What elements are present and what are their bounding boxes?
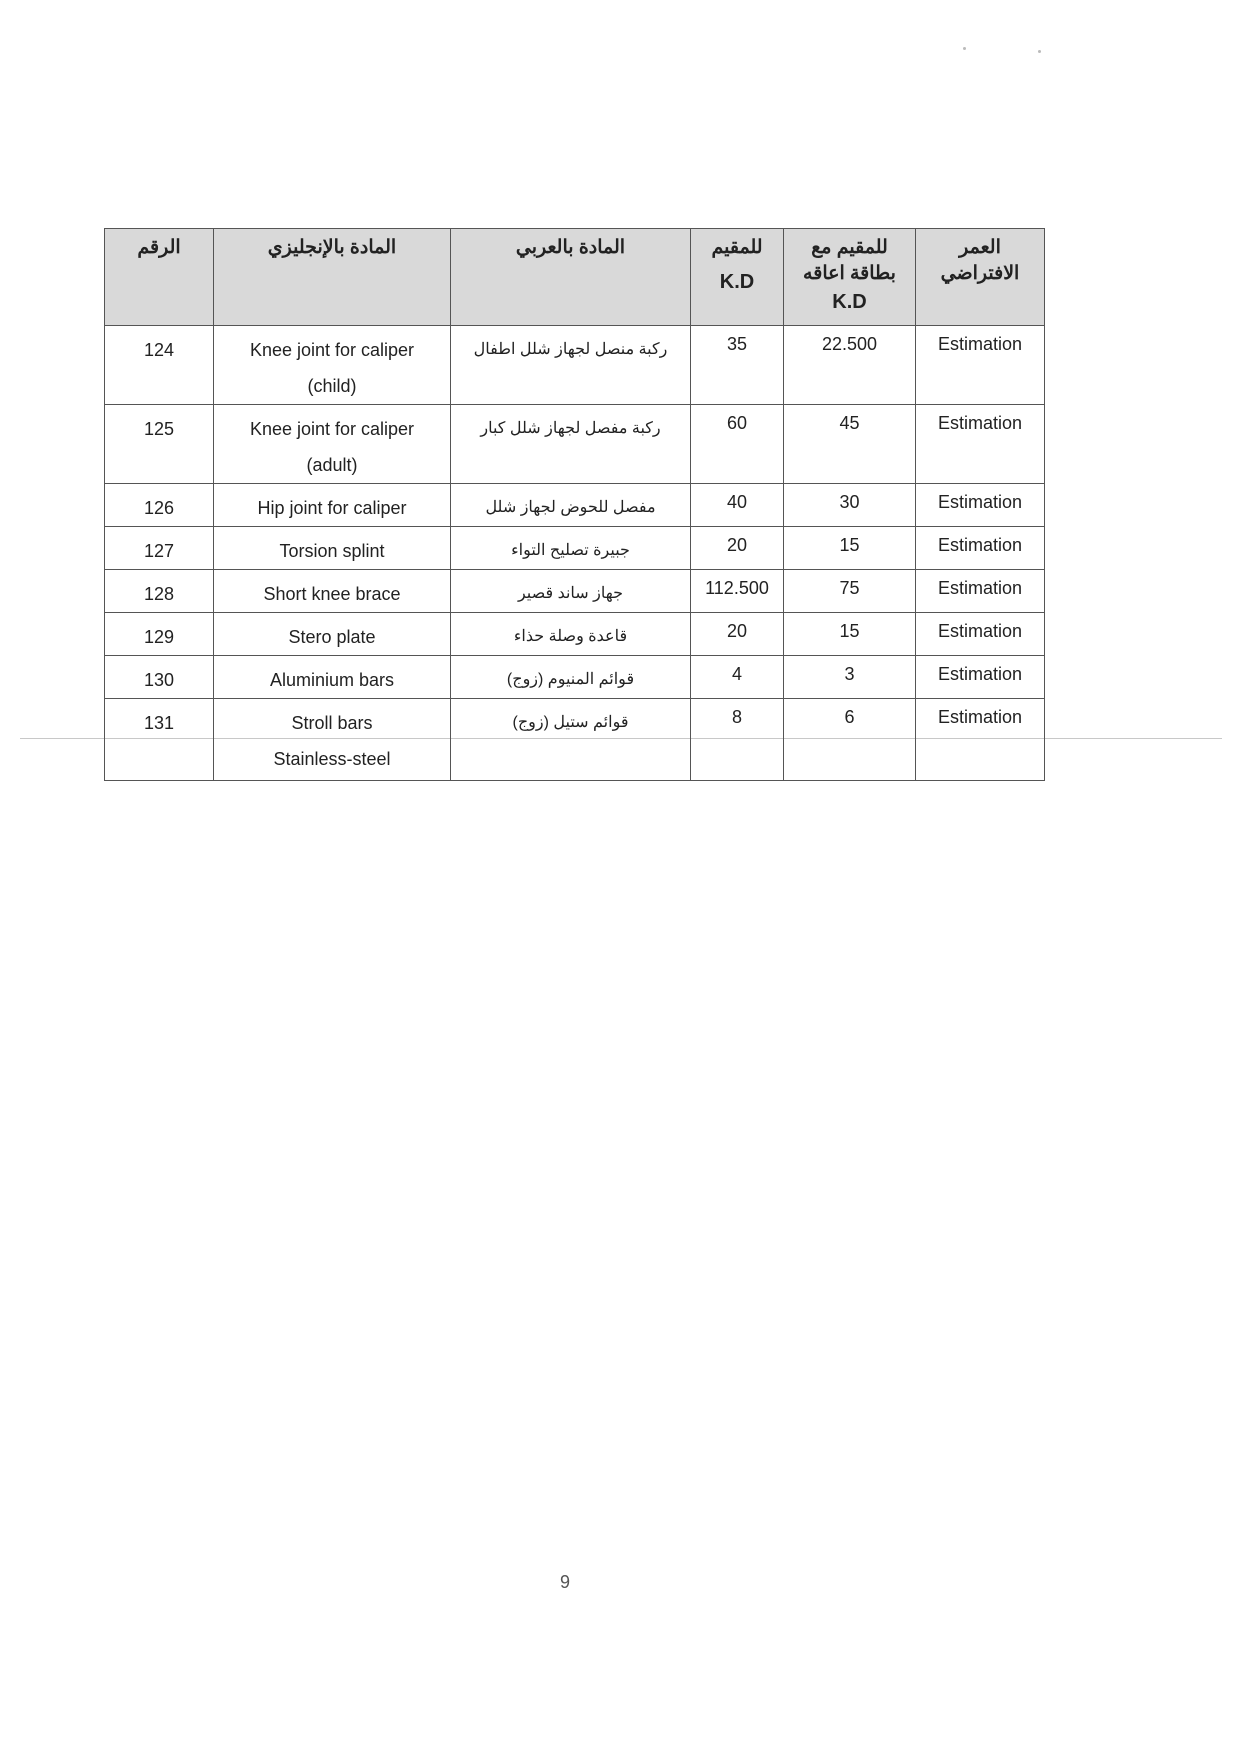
cell-number-text: 124 bbox=[143, 340, 175, 360]
header-resident bbox=[691, 229, 784, 326]
table-row bbox=[105, 613, 1045, 656]
header-arabic: المادة بالعربي bbox=[451, 229, 691, 326]
cell-lifespan bbox=[916, 570, 1045, 613]
cell-resident-card bbox=[784, 613, 916, 656]
header-lifespan: العمر الافتراضي bbox=[916, 229, 1045, 326]
cell-lifespan-text: Estimation bbox=[937, 578, 1023, 598]
cell-english-text: Hip joint for caliper bbox=[257, 498, 407, 518]
cell-resident bbox=[691, 699, 784, 781]
header-resident-card-label: للمقيم مع بطاقة اعاقه bbox=[803, 237, 896, 284]
cell-lifespan-text: Estimation bbox=[937, 535, 1023, 555]
cell-resident-card bbox=[784, 656, 916, 699]
table-row bbox=[105, 656, 1045, 699]
header-number: الرقم bbox=[105, 229, 214, 326]
table-row bbox=[105, 484, 1045, 527]
scan-speck bbox=[1038, 50, 1041, 53]
cell-resident-card bbox=[784, 484, 916, 527]
cell-number bbox=[105, 527, 214, 570]
cell-lifespan-text: Estimation bbox=[937, 664, 1023, 684]
cell-arabic bbox=[451, 570, 691, 613]
cell-resident bbox=[691, 613, 784, 656]
cell-resident-card bbox=[784, 699, 916, 781]
cell-arabic bbox=[451, 527, 691, 570]
cell-lifespan-text: Estimation bbox=[937, 413, 1023, 433]
cell-resident-text: 40 bbox=[726, 492, 748, 512]
cell-number-text: 127 bbox=[143, 541, 175, 561]
header-resident-card bbox=[784, 229, 916, 326]
cell-arabic bbox=[451, 405, 691, 484]
cell-arabic bbox=[451, 326, 691, 405]
cell-number bbox=[105, 326, 214, 405]
cell-arabic bbox=[451, 613, 691, 656]
cell-lifespan-text: Estimation bbox=[937, 334, 1023, 354]
cell-resident-card bbox=[784, 527, 916, 570]
cell-resident-card-text: 3 bbox=[844, 664, 855, 684]
table-row bbox=[105, 326, 1045, 405]
cell-lifespan-text: Estimation bbox=[937, 492, 1023, 512]
cell-number-text: 130 bbox=[143, 670, 175, 690]
cell-number bbox=[105, 699, 214, 781]
cell-lifespan bbox=[916, 405, 1045, 484]
cell-arabic bbox=[451, 699, 691, 781]
cell-resident-card-text: 6 bbox=[844, 707, 855, 727]
cell-number-text: 125 bbox=[143, 419, 175, 439]
table-row bbox=[105, 527, 1045, 570]
cell-lifespan bbox=[916, 527, 1045, 570]
cell-resident-card-text: 15 bbox=[839, 535, 860, 555]
cell-resident-card-text: 75 bbox=[839, 578, 860, 598]
cell-arabic-text: قاعدة وصلة حذاء bbox=[513, 628, 628, 645]
cell-resident bbox=[691, 527, 784, 570]
cell-resident-text: 35 bbox=[726, 334, 748, 354]
table-row bbox=[105, 570, 1045, 613]
cell-english bbox=[214, 613, 451, 656]
cell-english-text: Stroll bars bbox=[291, 713, 373, 733]
cell-resident-text: 20 bbox=[726, 621, 748, 641]
cell-resident bbox=[691, 484, 784, 527]
cell-resident-text: 20 bbox=[726, 535, 748, 555]
cell-resident bbox=[691, 570, 784, 613]
cell-number bbox=[105, 613, 214, 656]
cell-number-text: 131 bbox=[143, 713, 175, 733]
cell-arabic-text: ركبة منصل لجهاز شلل اطفال bbox=[473, 341, 668, 358]
cell-english-line2: Stainless-steel bbox=[273, 749, 391, 769]
cell-lifespan bbox=[916, 326, 1045, 405]
cell-english-text: Knee joint for caliper bbox=[249, 340, 415, 360]
cell-english-text: Short knee brace bbox=[263, 584, 401, 604]
cell-arabic-text: ركبة مفصل لجهاز شلل كبار bbox=[480, 420, 661, 437]
cell-resident-text: 8 bbox=[731, 707, 742, 727]
cell-resident-card-text: 30 bbox=[839, 492, 860, 512]
table-header-row bbox=[105, 229, 1045, 326]
cell-arabic-text: جبيرة تصليح التواء bbox=[511, 542, 630, 559]
table-row bbox=[105, 699, 1045, 781]
cell-resident-text: 112.500 bbox=[705, 578, 769, 598]
header-resident-unit: K.D bbox=[719, 271, 755, 293]
cell-arabic bbox=[451, 656, 691, 699]
price-table bbox=[104, 228, 1045, 781]
cell-lifespan bbox=[916, 656, 1045, 699]
cell-resident bbox=[691, 326, 784, 405]
cell-english-text: Stero plate bbox=[288, 627, 376, 647]
cell-english bbox=[214, 527, 451, 570]
header-resident-card-unit: K.D bbox=[832, 291, 867, 313]
cell-lifespan bbox=[916, 699, 1045, 781]
cell-resident-card-text: 22.500 bbox=[821, 334, 878, 354]
cell-resident bbox=[691, 656, 784, 699]
header-resident-label: للمقيم bbox=[711, 237, 763, 258]
scan-speck bbox=[963, 47, 966, 50]
cell-arabic-text: قوائم المنيوم (زوج) bbox=[506, 671, 635, 688]
cell-arabic-text: جهاز ساند قصير bbox=[517, 585, 624, 602]
cell-lifespan-text: Estimation bbox=[937, 707, 1023, 727]
cell-number-text: 129 bbox=[143, 627, 175, 647]
cell-arabic-text: مفصل للحوض لجهاز شلل bbox=[485, 499, 656, 516]
cell-english-text: Aluminium bars bbox=[269, 670, 395, 690]
cell-resident-card bbox=[784, 326, 916, 405]
cell-number-text: 128 bbox=[143, 584, 175, 604]
cell-resident-text: 4 bbox=[731, 664, 742, 684]
cell-lifespan bbox=[916, 613, 1045, 656]
cell-number bbox=[105, 570, 214, 613]
cell-english-text: Torsion splint bbox=[279, 541, 385, 561]
cell-english-text: Knee joint for caliper bbox=[249, 419, 415, 439]
cell-english bbox=[214, 326, 451, 405]
cell-english bbox=[214, 699, 451, 781]
cell-lifespan-text: Estimation bbox=[937, 621, 1023, 641]
cell-resident bbox=[691, 405, 784, 484]
cell-english-line2: (child) bbox=[307, 376, 357, 396]
cell-number bbox=[105, 405, 214, 484]
cell-english bbox=[214, 405, 451, 484]
cell-resident-text: 60 bbox=[726, 413, 748, 433]
cell-english bbox=[214, 484, 451, 527]
cell-resident-card-text: 45 bbox=[839, 413, 860, 433]
cell-english-line2: (adult) bbox=[306, 455, 358, 475]
header-english: المادة بالإنجليزي bbox=[214, 229, 451, 326]
cell-english bbox=[214, 570, 451, 613]
cell-resident-card bbox=[784, 405, 916, 484]
page-number: 9 bbox=[560, 1572, 571, 1592]
cell-number-text: 126 bbox=[143, 498, 175, 518]
cell-arabic bbox=[451, 484, 691, 527]
table-row bbox=[105, 405, 1045, 484]
cell-number bbox=[105, 656, 214, 699]
cell-resident-card-text: 15 bbox=[839, 621, 860, 641]
cell-lifespan bbox=[916, 484, 1045, 527]
cell-resident-card bbox=[784, 570, 916, 613]
cell-english bbox=[214, 656, 451, 699]
cell-arabic-text: قوائم ستيل (زوج) bbox=[512, 714, 629, 731]
cell-number bbox=[105, 484, 214, 527]
